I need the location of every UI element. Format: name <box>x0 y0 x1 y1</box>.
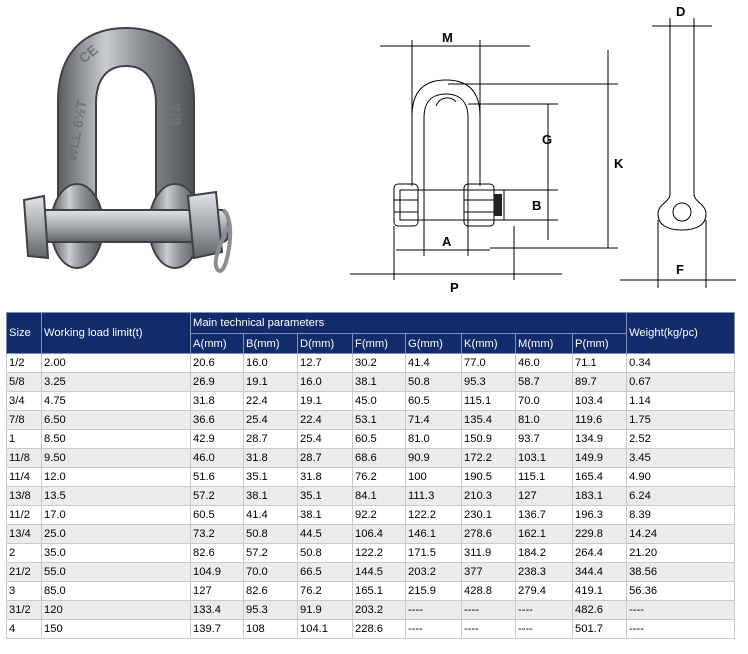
cell-size: 2 <box>7 544 42 563</box>
photo-ce-marking: CE <box>75 41 101 67</box>
table-row <box>7 411 735 430</box>
cell-f: 203.2 <box>353 601 406 620</box>
cell-f: 144.5 <box>353 563 406 582</box>
cell-a: 42.9 <box>191 430 244 449</box>
cell-working-load-limit: 8.50 <box>42 430 191 449</box>
header-m: M(mm) <box>516 334 573 354</box>
cell-d: 28.7 <box>298 449 353 468</box>
cell-weight: 1.14 <box>627 392 735 411</box>
table-row <box>7 601 735 620</box>
cell-p: 501.7 <box>573 620 627 639</box>
cell-f: 106.4 <box>353 525 406 544</box>
cell-d: 31.8 <box>298 468 353 487</box>
cell-weight: 14.24 <box>627 525 735 544</box>
cell-p: 419.1 <box>573 582 627 601</box>
cell-weight: 21.20 <box>627 544 735 563</box>
cell-size: 7/8 <box>7 411 42 430</box>
cell-a: 139.7 <box>191 620 244 639</box>
dimension-label-m: M <box>442 30 453 45</box>
cell-g: 171.5 <box>406 544 462 563</box>
cell-working-load-limit: 55.0 <box>42 563 191 582</box>
cell-a: 36.6 <box>191 411 244 430</box>
cell-b: 16.0 <box>244 354 298 373</box>
table-row <box>7 506 735 525</box>
cell-working-load-limit: 13.5 <box>42 487 191 506</box>
cell-d: 38.1 <box>298 506 353 525</box>
header-g: G(mm) <box>406 334 462 354</box>
cell-size: 11/4 <box>7 468 42 487</box>
header-weight: Weight(kg/pc) <box>627 313 735 354</box>
header-p: P(mm) <box>573 334 627 354</box>
cell-k: 230.1 <box>462 506 516 525</box>
cell-k: 150.9 <box>462 430 516 449</box>
cell-m: 46.0 <box>516 354 573 373</box>
cell-size: 3/4 <box>7 392 42 411</box>
table-header <box>7 313 735 354</box>
dimension-label-f: F <box>676 262 684 277</box>
cell-a: 133.4 <box>191 601 244 620</box>
cell-p: 229.8 <box>573 525 627 544</box>
cell-p: 344.4 <box>573 563 627 582</box>
cell-working-load-limit: 2.00 <box>42 354 191 373</box>
cell-b: 70.0 <box>244 563 298 582</box>
cell-size: 31/2 <box>7 601 42 620</box>
cell-f: 60.5 <box>353 430 406 449</box>
table-row <box>7 525 735 544</box>
cell-d: 12.7 <box>298 354 353 373</box>
cell-working-load-limit: 25.0 <box>42 525 191 544</box>
cell-weight: 1.75 <box>627 411 735 430</box>
cell-a: 46.0 <box>191 449 244 468</box>
cell-working-load-limit: 3.25 <box>42 373 191 392</box>
cell-size: 21/2 <box>7 563 42 582</box>
cell-a: 51.6 <box>191 468 244 487</box>
cell-p: 149.9 <box>573 449 627 468</box>
cell-a: 73.2 <box>191 525 244 544</box>
cell-d: 76.2 <box>298 582 353 601</box>
cell-b: 108 <box>244 620 298 639</box>
cell-working-load-limit: 4.75 <box>42 392 191 411</box>
cell-k: 311.9 <box>462 544 516 563</box>
cell-p: 482.6 <box>573 601 627 620</box>
cell-size: 1 <box>7 430 42 449</box>
cell-p: 183.1 <box>573 487 627 506</box>
cell-f: 76.2 <box>353 468 406 487</box>
cell-b: 50.8 <box>244 525 298 544</box>
cell-d: 91.9 <box>298 601 353 620</box>
cell-k: 172.2 <box>462 449 516 468</box>
cell-g: 111.3 <box>406 487 462 506</box>
cell-b: 22.4 <box>244 392 298 411</box>
cell-g: 90.9 <box>406 449 462 468</box>
header-main-technical-parameters: Main technical parameters <box>191 313 627 334</box>
cell-p: 119.6 <box>573 411 627 430</box>
cell-b: 57.2 <box>244 544 298 563</box>
cell-weight: 6.24 <box>627 487 735 506</box>
cell-m: 58.7 <box>516 373 573 392</box>
cell-g: 146.1 <box>406 525 462 544</box>
cell-m: 103.1 <box>516 449 573 468</box>
cell-weight: 38.56 <box>627 563 735 582</box>
cell-k: 377 <box>462 563 516 582</box>
cell-weight: ---- <box>627 601 735 620</box>
cell-p: 196.3 <box>573 506 627 525</box>
cell-f: 53.1 <box>353 411 406 430</box>
cell-k: 135.4 <box>462 411 516 430</box>
cell-p: 103.4 <box>573 392 627 411</box>
cell-k: ---- <box>462 601 516 620</box>
cell-m: 93.7 <box>516 430 573 449</box>
cell-g: 50.8 <box>406 373 462 392</box>
dimension-label-p: P <box>450 280 459 295</box>
cell-weight: ---- <box>627 620 735 639</box>
cell-size: 11/2 <box>7 506 42 525</box>
cell-b: 31.8 <box>244 449 298 468</box>
cell-weight: 2.52 <box>627 430 735 449</box>
cell-a: 127 <box>191 582 244 601</box>
cell-f: 165.1 <box>353 582 406 601</box>
dimension-label-a: A <box>442 234 452 249</box>
cell-weight: 3.45 <box>627 449 735 468</box>
cell-f: 122.2 <box>353 544 406 563</box>
cell-m: 238.3 <box>516 563 573 582</box>
cell-size: 13/8 <box>7 487 42 506</box>
cell-f: 92.2 <box>353 506 406 525</box>
cell-f: 228.6 <box>353 620 406 639</box>
cell-d: 50.8 <box>298 544 353 563</box>
cell-g: 122.2 <box>406 506 462 525</box>
cell-g: 203.2 <box>406 563 462 582</box>
cell-k: 278.6 <box>462 525 516 544</box>
cell-b: 41.4 <box>244 506 298 525</box>
cell-d: 35.1 <box>298 487 353 506</box>
table-row <box>7 373 735 392</box>
cell-p: 134.9 <box>573 430 627 449</box>
cell-weight: 0.34 <box>627 354 735 373</box>
shackle-dimension-drawing <box>340 4 744 304</box>
cell-m: 127 <box>516 487 573 506</box>
cell-d: 19.1 <box>298 392 353 411</box>
cell-a: 57.2 <box>191 487 244 506</box>
cell-b: 19.1 <box>244 373 298 392</box>
cell-g: ---- <box>406 601 462 620</box>
cell-b: 28.7 <box>244 430 298 449</box>
cell-working-load-limit: 85.0 <box>42 582 191 601</box>
header-f: F(mm) <box>353 334 406 354</box>
cell-a: 104.9 <box>191 563 244 582</box>
cell-k: 77.0 <box>462 354 516 373</box>
cell-a: 31.8 <box>191 392 244 411</box>
cell-d: 66.5 <box>298 563 353 582</box>
cell-b: 82.6 <box>244 582 298 601</box>
table-row <box>7 392 735 411</box>
dimension-label-g: G <box>542 132 553 147</box>
cell-working-load-limit: 12.0 <box>42 468 191 487</box>
cell-b: 95.3 <box>244 601 298 620</box>
cell-m: 70.0 <box>516 392 573 411</box>
cell-k: 115.1 <box>462 392 516 411</box>
table-row <box>7 354 735 373</box>
cell-d: 104.1 <box>298 620 353 639</box>
shackle-specification-table <box>6 312 735 639</box>
cell-g: 60.5 <box>406 392 462 411</box>
table-row <box>7 582 735 601</box>
cell-working-load-limit: 120 <box>42 601 191 620</box>
cell-weight: 4.90 <box>627 468 735 487</box>
cell-f: 38.1 <box>353 373 406 392</box>
cell-m: 279.4 <box>516 582 573 601</box>
cell-d: 44.5 <box>298 525 353 544</box>
table-row <box>7 620 735 639</box>
cell-d: 25.4 <box>298 430 353 449</box>
table-row <box>7 487 735 506</box>
cell-f: 68.6 <box>353 449 406 468</box>
table-row <box>7 468 735 487</box>
cell-m: ---- <box>516 620 573 639</box>
header-b: B(mm) <box>244 334 298 354</box>
cell-size: 1/2 <box>7 354 42 373</box>
cell-g: 81.0 <box>406 430 462 449</box>
cell-g: 215.9 <box>406 582 462 601</box>
dimension-label-b: B <box>532 198 542 213</box>
dimension-label-k: K <box>614 156 624 171</box>
cell-p: 89.7 <box>573 373 627 392</box>
cell-p: 71.1 <box>573 354 627 373</box>
cell-a: 82.6 <box>191 544 244 563</box>
cell-k: 190.5 <box>462 468 516 487</box>
cell-g: 71.4 <box>406 411 462 430</box>
cell-working-load-limit: 35.0 <box>42 544 191 563</box>
cell-d: 22.4 <box>298 411 353 430</box>
cell-size: 5/8 <box>7 373 42 392</box>
header-working-load-limit: Working load limit(t) <box>42 313 191 354</box>
table-row <box>7 449 735 468</box>
header-k: K(mm) <box>462 334 516 354</box>
cell-f: 30.2 <box>353 354 406 373</box>
cell-g: ---- <box>406 620 462 639</box>
cell-size: 3 <box>7 582 42 601</box>
header-a: A(mm) <box>191 334 244 354</box>
cell-working-load-limit: 9.50 <box>42 449 191 468</box>
cell-working-load-limit: 150 <box>42 620 191 639</box>
cell-b: 38.1 <box>244 487 298 506</box>
cell-k: 95.3 <box>462 373 516 392</box>
cell-m: 81.0 <box>516 411 573 430</box>
cell-weight: 56.36 <box>627 582 735 601</box>
cell-size: 13/4 <box>7 525 42 544</box>
cell-working-load-limit: 17.0 <box>42 506 191 525</box>
table-row <box>7 544 735 563</box>
cell-m: 184.2 <box>516 544 573 563</box>
header-d: D(mm) <box>298 334 353 354</box>
cell-weight: 0.67 <box>627 373 735 392</box>
cell-m: 136.7 <box>516 506 573 525</box>
dimension-label-d: D <box>676 4 686 19</box>
cell-weight: 8.39 <box>627 506 735 525</box>
header-size: Size <box>7 313 42 354</box>
cell-size: 4 <box>7 620 42 639</box>
cell-k: ---- <box>462 620 516 639</box>
table-row <box>7 563 735 582</box>
cell-m: ---- <box>516 601 573 620</box>
photo-size-marking: 7/8 <box>164 102 184 127</box>
cell-p: 264.4 <box>573 544 627 563</box>
photo-wll-marking: WLL 6½T <box>63 98 90 163</box>
cell-a: 20.6 <box>191 354 244 373</box>
cell-a: 26.9 <box>191 373 244 392</box>
cell-g: 100 <box>406 468 462 487</box>
cell-m: 162.1 <box>516 525 573 544</box>
cell-k: 210.3 <box>462 487 516 506</box>
cell-d: 16.0 <box>298 373 353 392</box>
cell-m: 115.1 <box>516 468 573 487</box>
cell-b: 25.4 <box>244 411 298 430</box>
cell-k: 428.8 <box>462 582 516 601</box>
cell-p: 165.4 <box>573 468 627 487</box>
cell-size: 11/8 <box>7 449 42 468</box>
cell-f: 45.0 <box>353 392 406 411</box>
cell-working-load-limit: 6.50 <box>42 411 191 430</box>
table-body <box>7 354 735 639</box>
cell-f: 84.1 <box>353 487 406 506</box>
cell-b: 35.1 <box>244 468 298 487</box>
table-row <box>7 430 735 449</box>
cell-g: 41.4 <box>406 354 462 373</box>
shackle-photo <box>18 12 250 284</box>
cell-a: 60.5 <box>191 506 244 525</box>
